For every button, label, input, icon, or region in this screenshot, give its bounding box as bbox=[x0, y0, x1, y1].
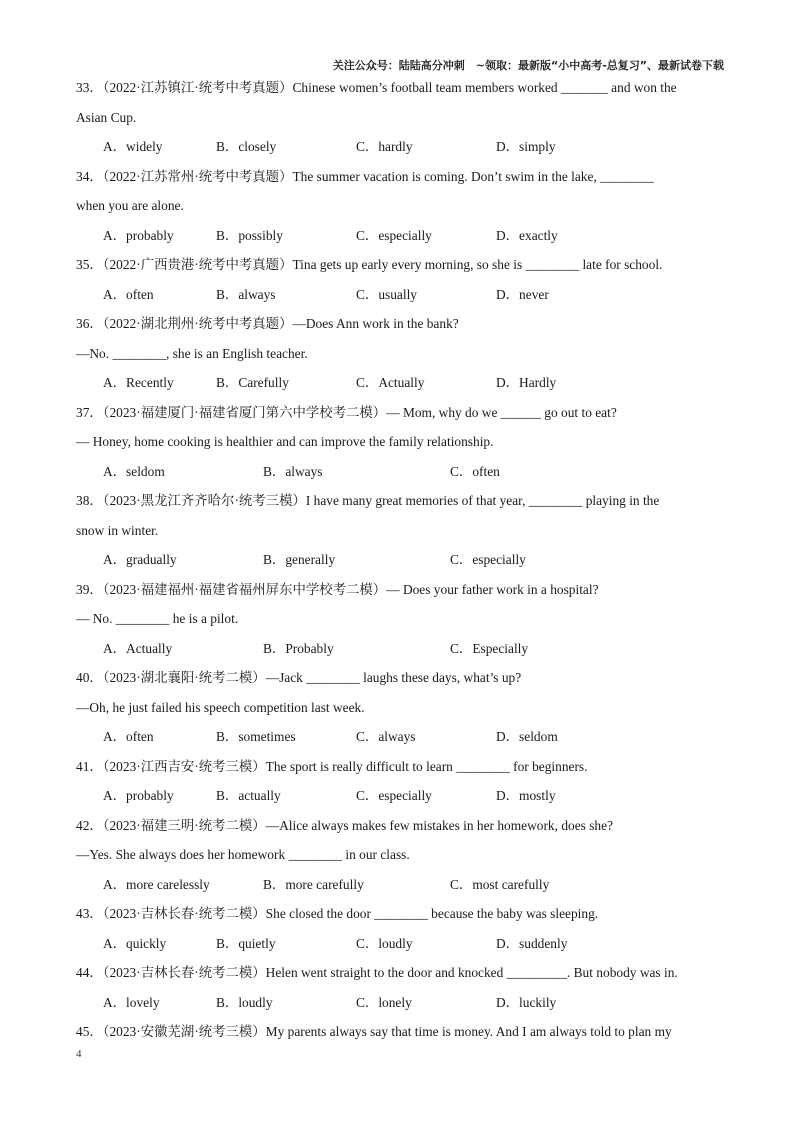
answer-options bbox=[76, 548, 724, 578]
answer-option: A．probably bbox=[103, 788, 174, 803]
question-item bbox=[76, 1020, 724, 1050]
question-item bbox=[76, 165, 724, 254]
question-stem: 41．（2023·江西吉安·统考三模）The sport is really difficult to learn ________ for beginners. bbox=[76, 758, 588, 774]
page-header: 关注公众号：陆陆高分冲刺 ~领取：最新版“小中高考-总复习”、最新试卷下载 bbox=[332, 59, 724, 72]
question-item bbox=[76, 961, 724, 1020]
answer-options bbox=[76, 784, 724, 814]
question-stem: 43．（2023·吉林长春·统考二模）She closed the door ________ because the baby was sleeping. bbox=[76, 906, 599, 921]
answer-option: D．suddenly bbox=[496, 935, 568, 951]
answer-options bbox=[76, 371, 724, 401]
answer-option: C．hardly bbox=[356, 139, 413, 154]
answer-option: B．closely bbox=[216, 139, 277, 154]
answer-option: C．Especially bbox=[450, 640, 529, 656]
answer-option: C．most carefully bbox=[450, 876, 550, 892]
answer-option: A．lovely bbox=[103, 994, 160, 1010]
question-stem-continued: —No. ________, she is an English teacher. bbox=[76, 345, 308, 361]
answer-options bbox=[76, 135, 724, 165]
answer-option: B．sometimes bbox=[216, 729, 296, 744]
answer-option: A．often bbox=[103, 286, 154, 302]
answer-option: B．always bbox=[263, 463, 323, 479]
question-item bbox=[76, 902, 724, 961]
answer-option: C．lonely bbox=[356, 994, 412, 1010]
answer-option: B．quietly bbox=[216, 935, 276, 951]
answer-option: B．more carefully bbox=[263, 876, 364, 892]
question-stem: 40．（2023·湖北襄阳·统考二模）—Jack ________ laughs these days, what’s up? bbox=[76, 670, 522, 685]
page-number: 4 bbox=[76, 1048, 82, 1060]
answer-option: A．quickly bbox=[103, 935, 167, 951]
question-item bbox=[76, 489, 724, 578]
question-item bbox=[76, 253, 724, 312]
answer-option: A．probably bbox=[103, 227, 174, 243]
answer-option: B．always bbox=[216, 286, 276, 302]
answer-option: C．especially bbox=[450, 552, 526, 567]
answer-option: C．especially bbox=[356, 788, 432, 803]
question-stem-continued: snow in winter. bbox=[76, 522, 159, 538]
answer-option: A．more carelessly bbox=[103, 876, 210, 892]
answer-options bbox=[76, 224, 724, 254]
answer-option: B．actually bbox=[216, 788, 281, 803]
question-item bbox=[76, 814, 724, 903]
answer-option: A．seldom bbox=[103, 463, 165, 479]
question-stem: 36．（2022·湖北荆州·统考中考真题）—Does Ann work in the bank? bbox=[76, 316, 459, 331]
question-item bbox=[76, 755, 724, 814]
question-stem: 37．（2023·福建厦门·福建省厦门第六中学校考二模）— Mom, why do we ______ go out to eat? bbox=[76, 404, 617, 420]
question-item bbox=[76, 578, 724, 667]
answer-option: B．generally bbox=[263, 552, 336, 567]
answer-option: A．Actually bbox=[103, 640, 173, 656]
question-stem: 35．（2022·广西贵港·统考中考真题）Tina gets up early every morning, so she is ________ late for school. bbox=[76, 257, 663, 272]
question-list bbox=[76, 76, 724, 1050]
question-stem-continued: Asian Cup. bbox=[76, 109, 137, 125]
answer-option: D．exactly bbox=[496, 227, 558, 243]
question-item bbox=[76, 666, 724, 755]
answer-option: A．often bbox=[103, 729, 154, 744]
answer-option: D．simply bbox=[496, 139, 556, 154]
answer-option: D．mostly bbox=[496, 788, 556, 803]
answer-option: C．usually bbox=[356, 286, 418, 302]
question-item bbox=[76, 401, 724, 490]
answer-option: C．loudly bbox=[356, 935, 413, 951]
question-stem-continued: —Oh, he just failed his speech competition last week. bbox=[76, 699, 365, 715]
question-stem: 42．（2023·福建三明·统考二模）—Alice always makes few mistakes in her homework, does she? bbox=[76, 817, 613, 833]
answer-option: C．Actually bbox=[356, 375, 425, 390]
answer-option: C．especially bbox=[356, 227, 432, 243]
answer-option: C．often bbox=[450, 463, 500, 479]
question-stem: 38．（2023·黑龙江齐齐哈尔·统考三模）I have many great memories of that year, ________ playing in the bbox=[76, 493, 660, 508]
answer-options bbox=[76, 283, 724, 313]
answer-options bbox=[76, 932, 724, 962]
question-stem-continued: — Honey, home cooking is healthier and can improve the family relationship. bbox=[76, 434, 494, 449]
answer-option: D．never bbox=[496, 286, 549, 302]
answer-option: C．always bbox=[356, 729, 416, 744]
answer-options bbox=[76, 725, 724, 755]
question-stem: 44．（2023·吉林长春·统考二模）Helen went straight to the door and knocked _________. But nobody was in. bbox=[76, 965, 678, 980]
answer-option: A．Recently bbox=[103, 375, 174, 390]
question-stem: 34．（2022·江苏常州·统考中考真题）The summer vacation is coming. Don’t swim in the lake, ________ bbox=[76, 168, 654, 184]
answer-options bbox=[76, 873, 724, 903]
question-stem-continued: when you are alone. bbox=[76, 198, 184, 213]
question-stem: 33．（2022·江苏镇江·统考中考真题）Chinese women’s football team members worked _______ and won the bbox=[76, 80, 677, 95]
answer-options bbox=[76, 460, 724, 490]
answer-option: B．possibly bbox=[216, 227, 283, 243]
question-stem: 45．（2023·安徽芜湖·统考三模）My parents always say that time is money. And I am always told to plan my bbox=[76, 1024, 672, 1039]
answer-option: B．Probably bbox=[263, 640, 334, 656]
answer-options bbox=[76, 637, 724, 667]
question-stem-continued: — No. ________ he is a pilot. bbox=[76, 611, 239, 626]
question-stem-continued: —Yes. She always does her homework ________ in our class. bbox=[76, 847, 410, 862]
question-item bbox=[76, 312, 724, 401]
question-stem: 39．（2023·福建福州·福建省福州屏东中学校考二模）— Does your father work in a hospital? bbox=[76, 581, 599, 597]
answer-option: B．loudly bbox=[216, 994, 273, 1010]
answer-option: B．Carefully bbox=[216, 375, 289, 390]
answer-option: D．Hardly bbox=[496, 375, 557, 390]
answer-option: A．gradually bbox=[103, 552, 177, 567]
answer-options bbox=[76, 991, 724, 1021]
answer-option: A．widely bbox=[103, 139, 163, 154]
question-item bbox=[76, 76, 724, 165]
answer-option: D．seldom bbox=[496, 729, 558, 744]
answer-option: D．luckily bbox=[496, 994, 557, 1010]
